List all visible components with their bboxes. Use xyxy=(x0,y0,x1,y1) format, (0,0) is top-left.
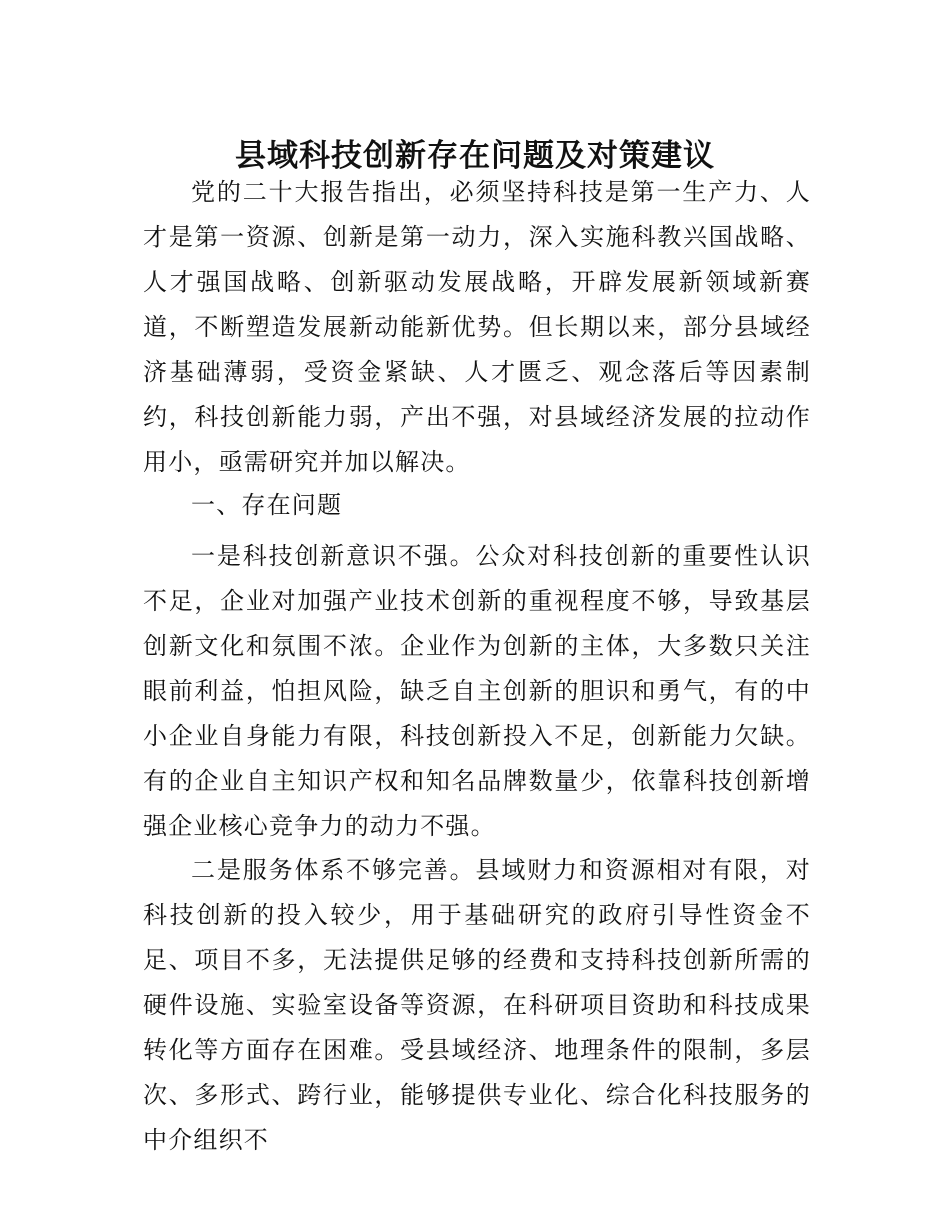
document-title: 县域科技创新存在问题及对策建议 xyxy=(235,137,715,174)
intro-paragraph: 党的二十大报告指出，必须坚持科技是第一生产力、人才是第一资源、创新是第一动力，深入实施科教兴国战略、人才强国战略、创新驱动发展战略，开辟发展新领域新赛道，不断塑造发展新动能新优势。但长期以来，部分县域经济基础薄弱，受资金紧缺、人才匮乏、观念落后等因素制约，科技创新能力弱，产出不强，对县域经济发展的拉动作用小，亟需研究并加以解决。 xyxy=(143,178,811,476)
problem-one-paragraph: 一是科技创新意识不强。公众对科技创新的重要性认识不足，企业对加强产业技术创新的重视程度不够，导致基层创新文化和氛围不浓。企业作为创新的主体，大多数只关注眼前利益，怕担风险，缺乏自主创新的胆识和勇气，有的中小企业自身能力有限，科技创新投入不足，创新能力欠缺。有的企业自主知识产权和知名品牌数量少，依靠科技创新增强企业核心竞争力的动力不强。 xyxy=(143,542,811,840)
section-heading: 一、存在问题 xyxy=(191,491,343,519)
problem-two-paragraph: 二是服务体系不够完善。县域财力和资源相对有限，对科技创新的投入较少，用于基础研究的政府引导性资金不足、项目不多，无法提供足够的经费和支持科技创新所需的硬件设施、实验室设备等资源，在科研项目资助和科技成果转化等方面存在困难。受县域经济、地理条件的限制，多层次、多形式、跨行业，能够提供专业化、综合化科技服务的中介组织不 xyxy=(143,856,811,1154)
